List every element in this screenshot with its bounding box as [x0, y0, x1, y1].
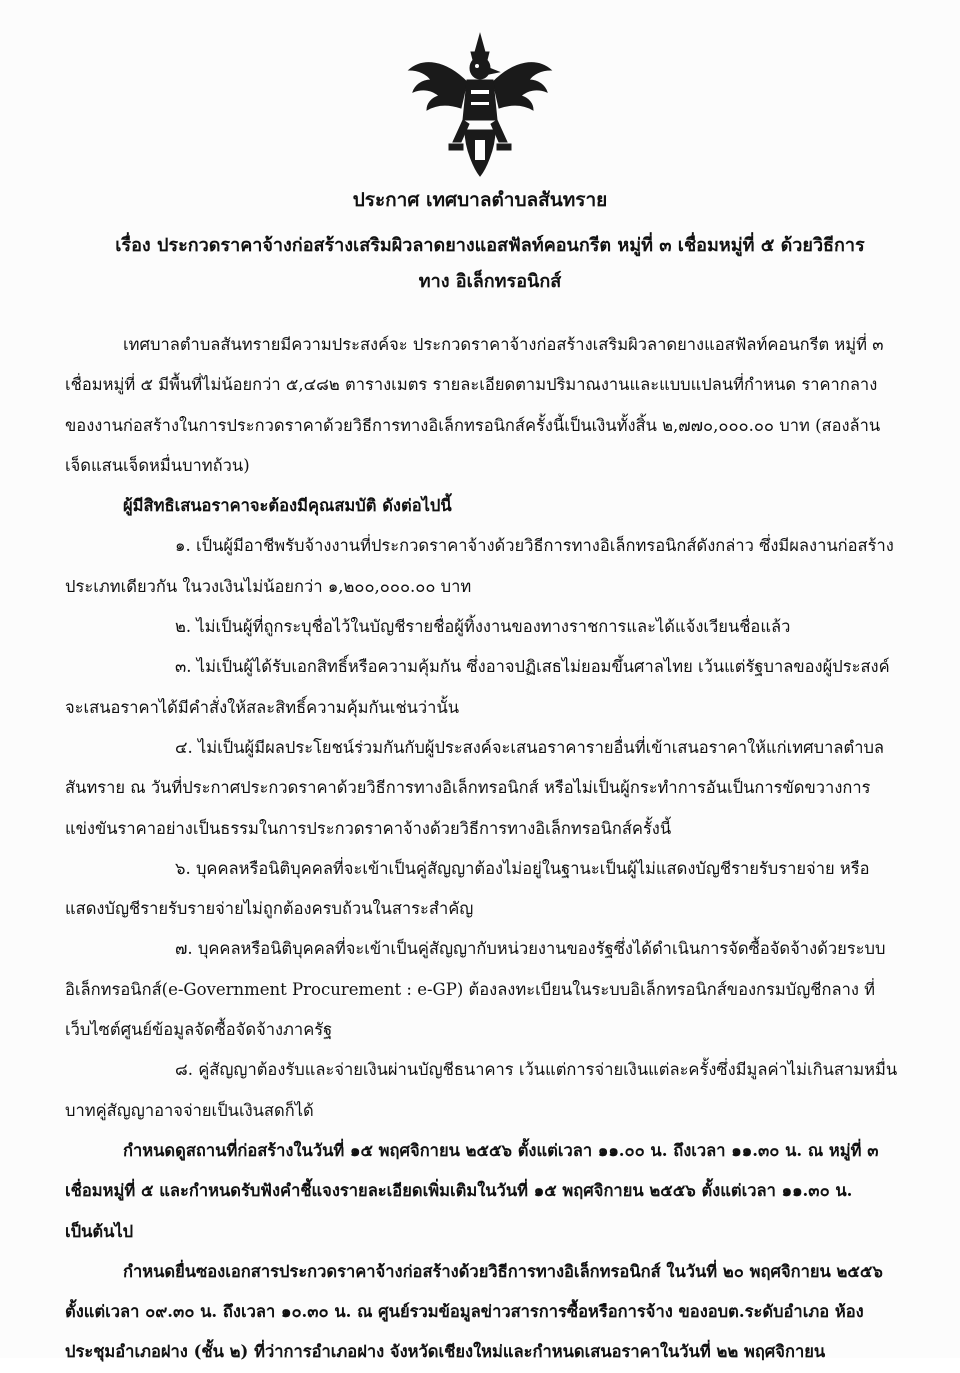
qualification-item-6: ๖. บุคคลหรือนิติบุคคลที่จะเข้าเป็นคู่สัญญาต้องไม่อยู่ในฐานะเป็นผู้ไม่แสดงบัญชีรายรับรายจ่าย หรือแสดงบัญชีรายรับรายจ่ายไม่ถูกต้องครบถ้วนในสาระสำคัญ — [65, 858, 870, 919]
announcement-title: ประกาศ เทศบาลตำบลสันทราย — [352, 189, 608, 211]
qualification-item-7: ๗. บุคคลหรือนิติบุคคลที่จะเข้าเป็นคู่สัญญากับหน่วยงานของรัฐซึ่งได้ดำเนินการจัดซื้อจัดจ้างด้วยระบบอิเล็กทรอนิกส์(e-Government Procurement : e-GP) ต้องลงทะเบียนในระบบอิเล็กทรอนิกส์ของกรมบัญชีกลาง ที่เว็บไซต์ศูนย์ข้อมูลจัดซื้อจัดจ้างภาครัฐ — [65, 939, 886, 1040]
subject-text: ประกวดราคาจ้างก่อสร้างเสริมผิวลาดยางแอสฟัลท์คอนกรีต หมู่ที่ ๓ เชื่อมหมู่ที่ ๕ ด้วยวิธีการทาง อิเล็กทรอนิกส์ — [156, 235, 865, 292]
submission-paragraph: กำหนดยื่นซองเอกสารประกวดราคาจ้างก่อสร้างด้วยวิธีการทางอิเล็กทรอนิกส์ ในวันที่ ๒๐ พฤศจิกายน ๒๕๕๖ ตั้งแต่เวลา ๐๙.๓๐ น. ถึงเวลา ๑๐.๓๐ น. ณ ศูนย์รวมข้อมูลข่าวสารการซื้อหรือการจ้าง ของอบต.ระดับอำเภอ ห้องประชุมอำเภอฝาง (ชั้น ๒) ที่ว่าการอำเภอฝาง จังหวัดเชียงใหม่และกำหนดเสนอราคาในวันที่ ๒๒ พฤศจิกายน — [65, 1261, 883, 1362]
announcement-body — [65, 325, 905, 1373]
subject-label: เรื่อง — [115, 235, 151, 256]
qualification-item-2: ๒. ไม่เป็นผู้ที่ถูกระบุชื่อไว้ในบัญชีรายชื่อผู้ทิ้งงานของทางราชการและได้แจ้งเวียนชื่อแล้ว — [175, 617, 791, 637]
qualifications-heading: ผู้มีสิทธิเสนอราคาจะต้องมีคุณสมบัติ ดังต่อไปนี้ — [123, 496, 452, 516]
announcement-subject — [110, 228, 870, 300]
site-visit-paragraph: กำหนดดูสถานที่ก่อสร้างในวันที่ ๑๕ พฤศจิกายน ๒๕๕๖ ตั้งแต่เวลา ๑๑.๐๐ น. ถึงเวลา ๑๑.๓๐ น. ณ หมู่ที่ ๓ เชื่อมหมู่ที่ ๕ และกำหนดรับฟังคำชี้แจงรายละเอียดเพิ่มเติมในวันที่ ๑๕ พฤศจิกายน ๒๕๕๖ ตั้งแต่เวลา ๑๑.๓๐ น. เป็นต้นไป — [65, 1140, 879, 1241]
intro-paragraph: เทศบาลตำบลสันทรายมีความประสงค์จะ ประกวดราคาจ้างก่อสร้างเสริมผิวลาดยางแอสฟัลท์คอนกรีต หมู่ที่ ๓ เชื่อมหมู่ที่ ๕ มีพื้นที่ไม่น้อยกว่า ๕,๔๘๒ ตารางเมตร รายละเอียดตามปริมาณงานและแบบแปลนที่กำหนด ราคากลางของงานก่อสร้างในการประกวดราคาด้วยวิธีการทางอิเล็กทรอนิกส์ครั้งนี้เป็นเงินทั้งสิ้น ๒,๗๗๐,๐๐๐.๐๐ บาท (สองล้านเจ็ดแสนเจ็ดหมื่นบาทถ้วน) — [65, 335, 884, 475]
qualification-item-8: ๘. คู่สัญญาต้องรับและจ่ายเงินผ่านบัญชีธนาคาร เว้นแต่การจ่ายเงินแต่ละครั้งซึ่งมีมูลค่าไม่เกินสามหมื่นบาทคู่สัญญาอาจจ่ายเป็นเงินสดก็ได้ — [65, 1060, 898, 1120]
garuda-emblem-icon — [405, 30, 555, 180]
qualification-item-1: ๑. เป็นผู้มีอาชีพรับจ้างงานที่ประกวดราคาจ้างด้วยวิธีการทางอิเล็กทรอนิกส์ดังกล่าว ซึ่งมีผลงานก่อสร้างประเภทเดียวกัน ในวงเงินไม่น้อยกว่า ๑,๒๐๐,๐๐๐.๐๐ บาท — [65, 536, 894, 596]
qualification-item-3: ๓. ไม่เป็นผู้ได้รับเอกสิทธิ์หรือความคุ้มกัน ซึ่งอาจปฏิเสธไม่ยอมขึ้นศาลไทย เว้นแต่รัฐบาลของผู้ประสงค์จะเสนอราคาได้มีคำสั่งให้สละสิทธิ์ความคุ้มกันเช่นว่านั้น — [65, 657, 890, 717]
qualification-item-4: ๔. ไม่เป็นผู้มีผลประโยชน์ร่วมกันกับผู้ประสงค์จะเสนอราคารายอื่นที่เข้าเสนอราคาให้แก่เทศบาลตำบลสันทราย ณ วันที่ประกาศประกวดราคาด้วยวิธีการทางอิเล็กทรอนิกส์ หรือไม่เป็นผู้กระทำการอันเป็นการขัดขวางการแข่งขันราคาอย่างเป็นธรรมในการประกวดราคาจ้างด้วยวิธีการทางอิเล็กทรอนิกส์ครั้งนี้ — [65, 737, 885, 838]
